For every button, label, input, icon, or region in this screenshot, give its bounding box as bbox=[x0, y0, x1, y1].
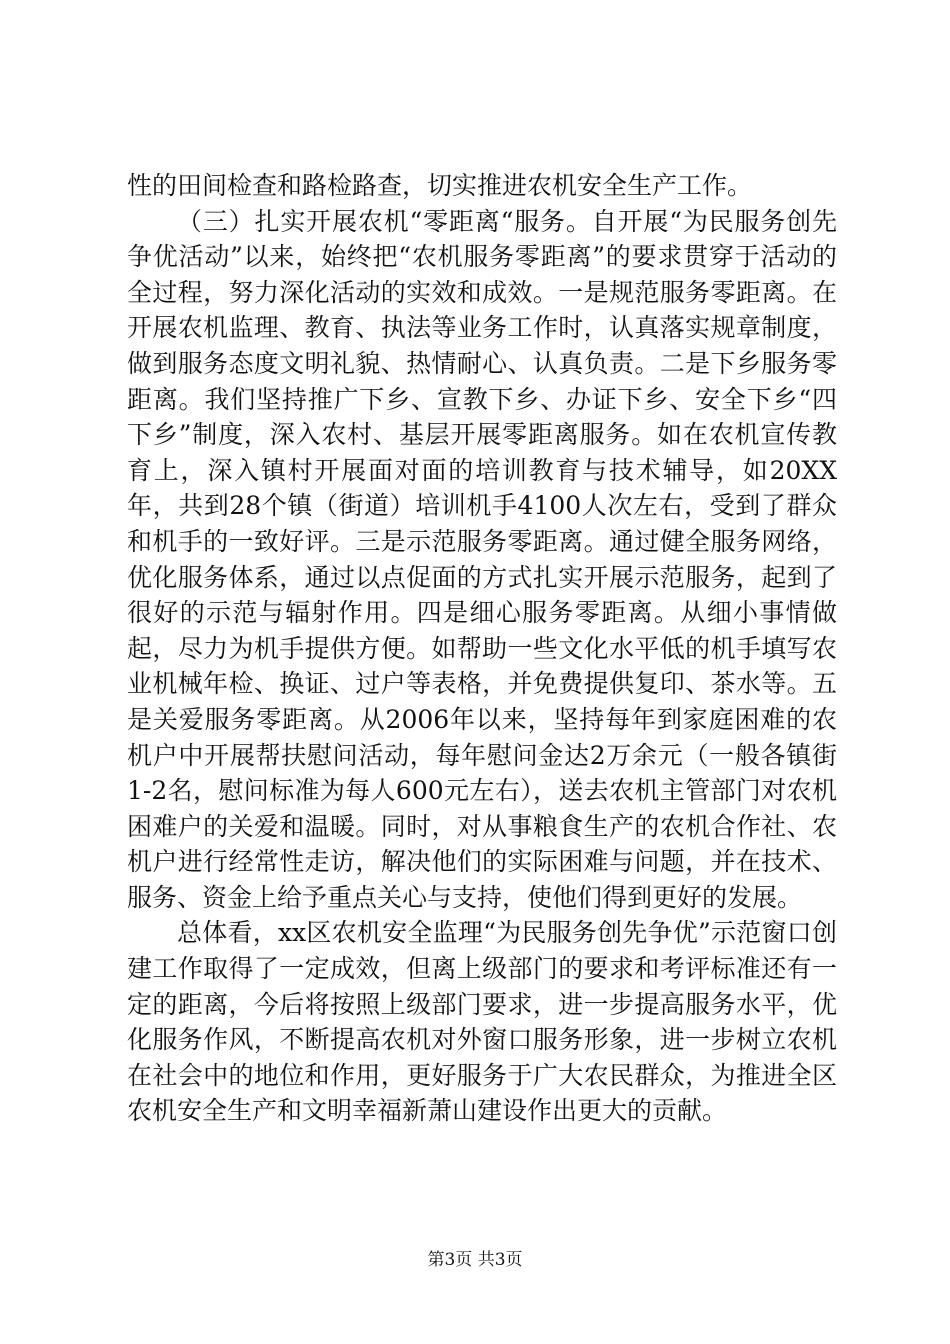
paragraph-summary: 总体看，xx区农机安全监理“为民服务创先争优”示范窗口创建工作取得了一定成效，但离上级部门的要求和考评标准还有一定的距离，今后将按照上级部门要求，进一步提高服务水平，优化服务作风，不断提高农机对外窗口服务形象，进一步树立农机在社会中的地位和作用，更好服务于广大农民群众，为推进全区农机安全生产和文明幸福新萧山建设作出更大的贡献。 bbox=[127, 918, 837, 1126]
paragraph-zero-distance-service: （三）扎实开展农机“零距离“服务。自开展“为民服务创先争优活动”以来，始终把“农机服务零距离”的要求贯穿于活动的全过程，努力深化活动的实效和成效。一是规范服务零距离。在开展农机监理、教育、执法等业务工作时，认真落实规章制度，做到服务态度文明礼貌、热情耐心、认真负责。二是下乡服务零距离。我们坚持推广下乡、宣教下乡、办证下乡、安全下乡“四下乡”制度，深入农村、基层开展零距离服务。如在农机宣传教育上，深入镇村开展面对面的培训教育与技术辅导，如20XX年，共到28个镇（街道）培训机手4100人次左右，受到了群众和机手的一致好评。三是示范服务零距离。通过健全服务网络，优化服务体系，通过以点促面的方式扎实开展示范服务，起到了很好的示范与辐射作用。四是细心服务零距离。从细小事情做起，尽力为机手提供方便。如帮助一些文化水平低的机手填写农业机械年检、换证、过户等表格，并免费提供复印、茶水等。五是关爱服务零距离。从2006年以来，坚持每年到家庭困难的农机户中开展帮扶慰问活动，每年慰问金达2万余元（一般各镇街1-2名，慰问标准为每人600元左右），送去农机主管部门对农机困难户的关爱和温暖。同时，对从事粮食生产的农机合作社、农机户进行经常性走访，解决他们的实际困难与问题，并在技术、服务、资金上给予重点关心与支持，使他们得到更好的发展。 bbox=[127, 206, 837, 912]
page-footer bbox=[0, 1249, 950, 1271]
paragraph-continuation: 性的田间检查和路检路查，切实推进农机安全生产工作。 bbox=[127, 171, 753, 200]
page-number-label: 第3页 共3页 bbox=[427, 1250, 523, 1270]
document-body bbox=[127, 168, 837, 1129]
